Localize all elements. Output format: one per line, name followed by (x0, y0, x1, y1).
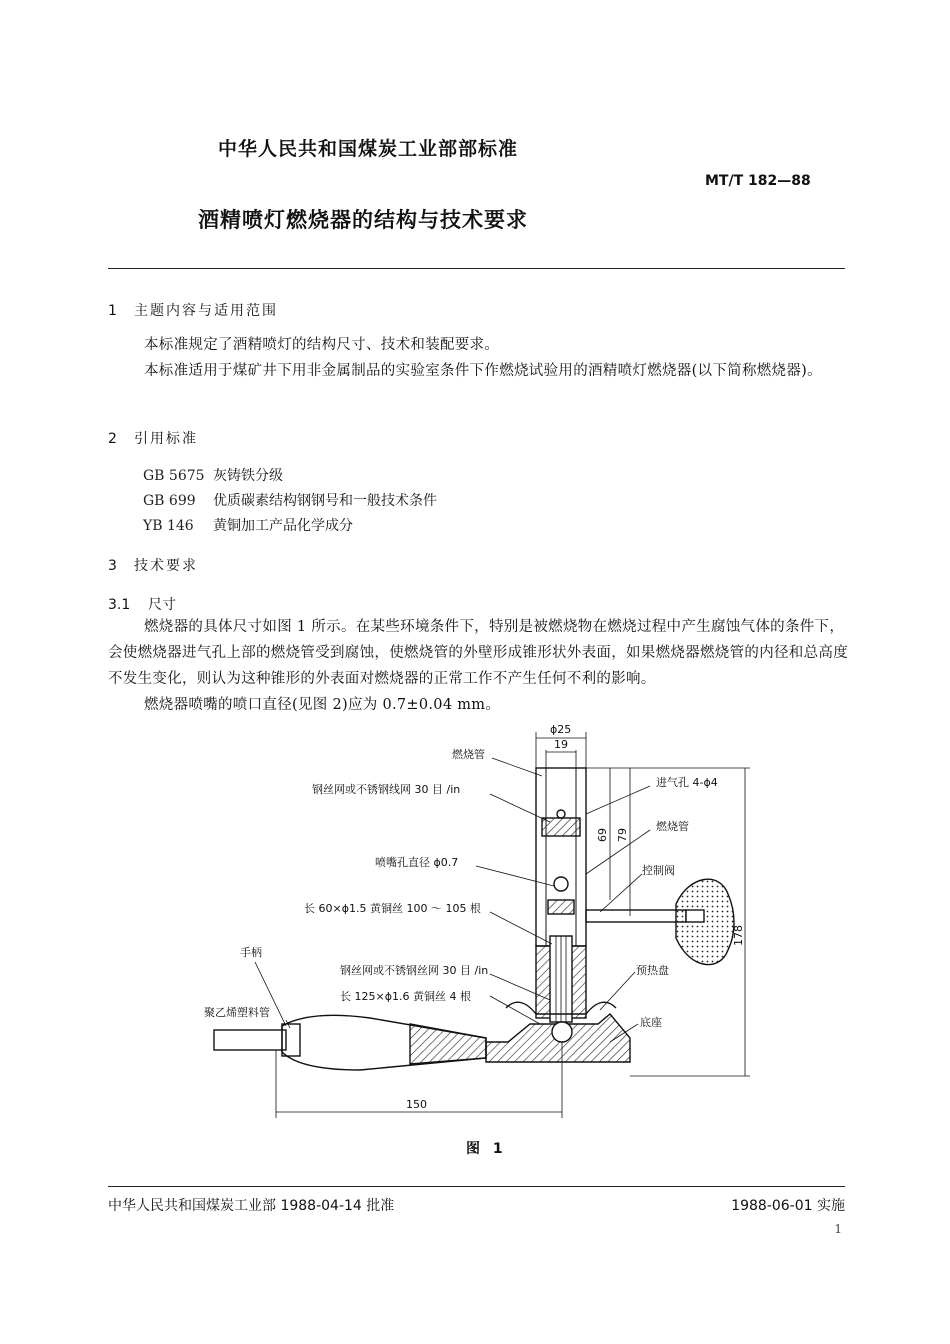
reference-item (143, 465, 283, 485)
dim-150: 150 (406, 1098, 427, 1111)
section-number: 2 (108, 431, 117, 447)
label-base: 底座 (640, 1016, 662, 1029)
dim-inner-diameter: 19 (554, 738, 568, 751)
dim-79: 79 (616, 828, 629, 842)
label-control-valve: 控制阀 (642, 864, 675, 877)
paragraph: 本标准适用于煤矿井下用非金属制品的实验室条件下作燃烧试验用的酒精喷灯燃烧器(以下简称燃烧器)。 (144, 363, 822, 379)
section-title: 主题内容与适用范围 (134, 303, 278, 319)
label-nozzle-hole: 喷嘴孔直径 ϕ0.7 (375, 856, 459, 869)
page-number: 1 (834, 1222, 842, 1236)
dim-178: 178 (732, 925, 745, 946)
approval-info: 中华人民共和国煤炭工业部 1988-04-14 批准 (108, 1198, 395, 1214)
standard-code: MT/T 182—88 (705, 173, 811, 189)
implementation-date: 1988-06-01 实施 (731, 1198, 845, 1214)
subsection-3-1-heading (108, 594, 176, 614)
label-brass-wire-b: 长 125×ϕ1.6 黄铜丝 4 根 (340, 990, 471, 1003)
subsection-number: 3.1 (108, 597, 131, 613)
subsection-title: 尺寸 (148, 597, 176, 613)
section-number: 3 (108, 558, 117, 574)
footer-rule (108, 1186, 845, 1187)
reference-name: 黄铜加工产品化学成分 (213, 518, 353, 534)
label-plastic-pipe: 聚乙烯塑料管 (204, 1006, 270, 1019)
issuer: 中华人民共和国煤炭工业部部标准 (218, 138, 519, 160)
reference-item (143, 515, 353, 535)
reference-code: GB 699 (143, 493, 196, 509)
section-number: 1 (108, 303, 117, 319)
reference-code: GB 5675 (143, 468, 205, 484)
burner-tube (536, 768, 586, 946)
label-burner-tube-right: 燃烧管 (656, 820, 689, 833)
section-1-heading (108, 300, 278, 320)
header-rule (108, 268, 845, 269)
reference-name: 优质碳素结构钢钢号和一般技术条件 (213, 493, 437, 509)
air-inlet-hole (557, 810, 565, 818)
label-wire-mesh-bottom: 钢丝网或不锈钢丝网 30 目 /in (340, 964, 489, 977)
label-wire-mesh-top: 钢丝网或不锈钢线网 30 目 /in (312, 783, 461, 796)
paragraph: 本标准规定了酒精喷灯的结构尺寸、技术和装配要求。 (144, 337, 500, 353)
dim-69: 69 (596, 828, 609, 842)
section-2-heading (108, 428, 198, 448)
section-3-heading (108, 555, 198, 575)
label-air-inlet: 进气孔 4-ϕ4 (656, 776, 718, 789)
figure-caption: 图 1 (466, 1141, 507, 1157)
control-valve-rod (586, 910, 686, 922)
paragraph: 燃烧器的具体尺寸如图 1 所示。在某些环境条件下，特别是被燃烧物在燃烧过程中产生腐蚀气体的条件下，会使燃烧器进气孔上部的燃烧管受到腐蚀，使燃烧管的外壁形成锥形状外表面，如果燃烧器燃烧管的内径和总高度不发生变化，则认为这种锥形的外表面对燃烧器的正常工作不产生任何不利的影响。 (108, 619, 848, 687)
label-burner-tube: 燃烧管 (452, 748, 485, 761)
plastic-pipe (214, 1030, 286, 1050)
reference-item (143, 490, 437, 510)
section-title: 引用标准 (134, 431, 198, 447)
label-preheat-tray: 预热盘 (636, 964, 669, 977)
reference-code: YB 146 (143, 518, 194, 534)
label-brass-wire-a: 长 60×ϕ1.5 黄铜丝 100 ～ 105 根 (304, 902, 481, 915)
figure-1-burner-drawing (190, 724, 760, 1129)
section-title: 技术要求 (134, 558, 198, 574)
dim-outer-diameter: ϕ25 (550, 724, 572, 736)
nozzle-ball (554, 877, 568, 891)
paragraph: 燃烧器喷嘴的喷口直径(见图 2)应为 0.7±0.04 mm。 (144, 697, 501, 713)
label-handle: 手柄 (240, 946, 262, 959)
control-valve-knob (676, 879, 734, 964)
reference-name: 灰铸铁分级 (213, 468, 283, 484)
page-title: 酒精喷灯燃烧器的结构与技术要求 (198, 208, 528, 232)
